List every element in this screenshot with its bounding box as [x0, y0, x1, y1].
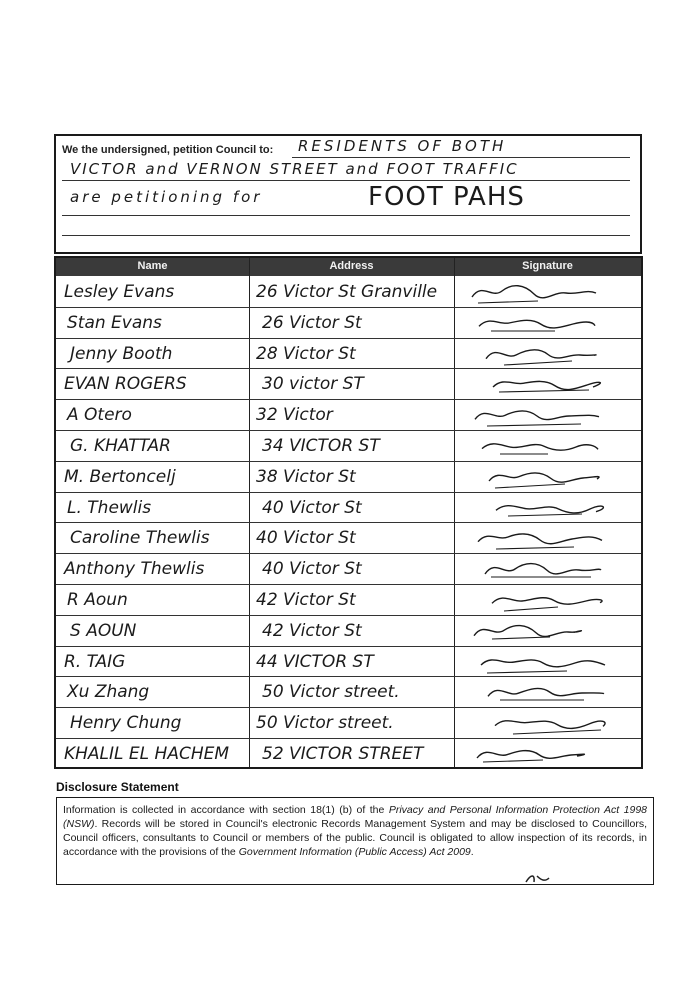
table-header	[56, 258, 641, 276]
petition-line-2: VICTOR and VERNON STREET and FOOT TRAFFIC	[70, 160, 519, 178]
row-signature	[482, 339, 632, 369]
row-name: Henry Chung	[70, 713, 182, 734]
row-name: S AOUN	[70, 620, 137, 641]
petition-rule	[62, 215, 630, 216]
row-name: Caroline Thewlis	[70, 528, 210, 549]
header-name: Name	[137, 260, 168, 272]
disclosure-part3: .	[470, 846, 474, 858]
row-address: 50 Victor street.	[256, 713, 394, 734]
row-address: 40 Victor St	[256, 528, 356, 549]
header-signature: Signature	[522, 260, 573, 272]
petition-rule	[62, 235, 630, 236]
petition-rule	[62, 180, 630, 181]
row-signature	[477, 647, 627, 677]
row-name: Anthony Thewlis	[64, 559, 205, 580]
disclosure-text	[56, 797, 654, 885]
row-name: Lesley Evans	[64, 282, 175, 302]
row-address: 38 Victor St	[256, 466, 356, 487]
row-name: M. Bertoncelj	[64, 466, 176, 487]
petition-box	[54, 134, 642, 254]
petition-line-1: RESIDENTS OF BOTH	[298, 137, 507, 155]
row-address: 28 Victor St	[256, 343, 356, 364]
row-signature	[468, 277, 618, 307]
row-name: EVAN ROGERS	[64, 374, 187, 395]
petition-emphasis: FOOT PAHS	[368, 182, 525, 212]
petition-line-3: are petitioning for	[70, 188, 263, 206]
disclosure-part1: Information is collected in accordance with section 18(1) (b) of the	[63, 804, 389, 816]
row-address: 26 Victor St	[262, 312, 362, 333]
row-address: 44 VICTOR ST	[256, 651, 374, 672]
row-signature	[484, 677, 634, 707]
row-name: L. Thewlis	[67, 497, 152, 518]
row-address: 40 Victor St	[262, 559, 362, 580]
row-name: KHALIL EL HACHEM	[64, 744, 230, 764]
row-name: R. TAIG	[64, 651, 126, 672]
row-signature	[492, 493, 642, 523]
row-name: A Otero	[67, 405, 132, 426]
initial-mark	[523, 870, 553, 888]
row-signature	[491, 708, 641, 738]
column-divider	[249, 258, 250, 767]
disclosure-act-privacy: Privacy and Personal Information Protection Act 1998 (NSW)	[63, 804, 647, 830]
row-address: 42 Victor St	[256, 590, 356, 610]
row-address: 32 Victor	[256, 405, 333, 426]
disclosure-act-gipa: Government Information (Public Access) Act 2009	[238, 846, 471, 858]
row-address: 42 Victor St	[262, 620, 362, 641]
row-name: Stan Evans	[67, 312, 162, 333]
row-signature	[489, 369, 639, 399]
header-address: Address	[329, 260, 374, 272]
column-divider	[454, 258, 455, 767]
row-signature	[488, 585, 638, 615]
row-name: R Aoun	[67, 590, 128, 610]
row-name: Jenny Booth	[70, 343, 173, 364]
row-signature	[485, 462, 635, 492]
row-signature	[474, 523, 624, 553]
row-signature	[478, 431, 628, 461]
petition-rule	[292, 157, 630, 158]
disclosure-part2: . Records will be stored in Council's electronic Records Management System and may be disclosed to Councillors, Council officers, consultants to Council or members of the public. Council is obligated to allow inspection of its records, in accordance with the provisions of the	[63, 818, 647, 858]
row-address: 50 Victor street.	[262, 682, 400, 703]
row-name: Xu Zhang	[67, 682, 150, 703]
signature-table	[54, 256, 643, 769]
row-address: 30 victor ST	[262, 374, 364, 395]
row-address: 34 VICTOR ST	[262, 436, 380, 456]
disclosure-title: Disclosure Statement	[56, 780, 179, 794]
row-address: 26 Victor St Granville	[256, 282, 438, 302]
row-address: 52 VICTOR STREET	[262, 744, 424, 764]
row-address: 40 Victor St	[262, 497, 362, 518]
row-signature	[473, 739, 623, 769]
row-signature	[475, 308, 625, 338]
row-signature	[470, 616, 620, 646]
row-signature	[481, 554, 631, 584]
row-signature	[471, 400, 621, 430]
petition-label: We the undersigned, petition Council to:	[62, 144, 274, 156]
row-name: G. KHATTAR	[70, 436, 171, 456]
